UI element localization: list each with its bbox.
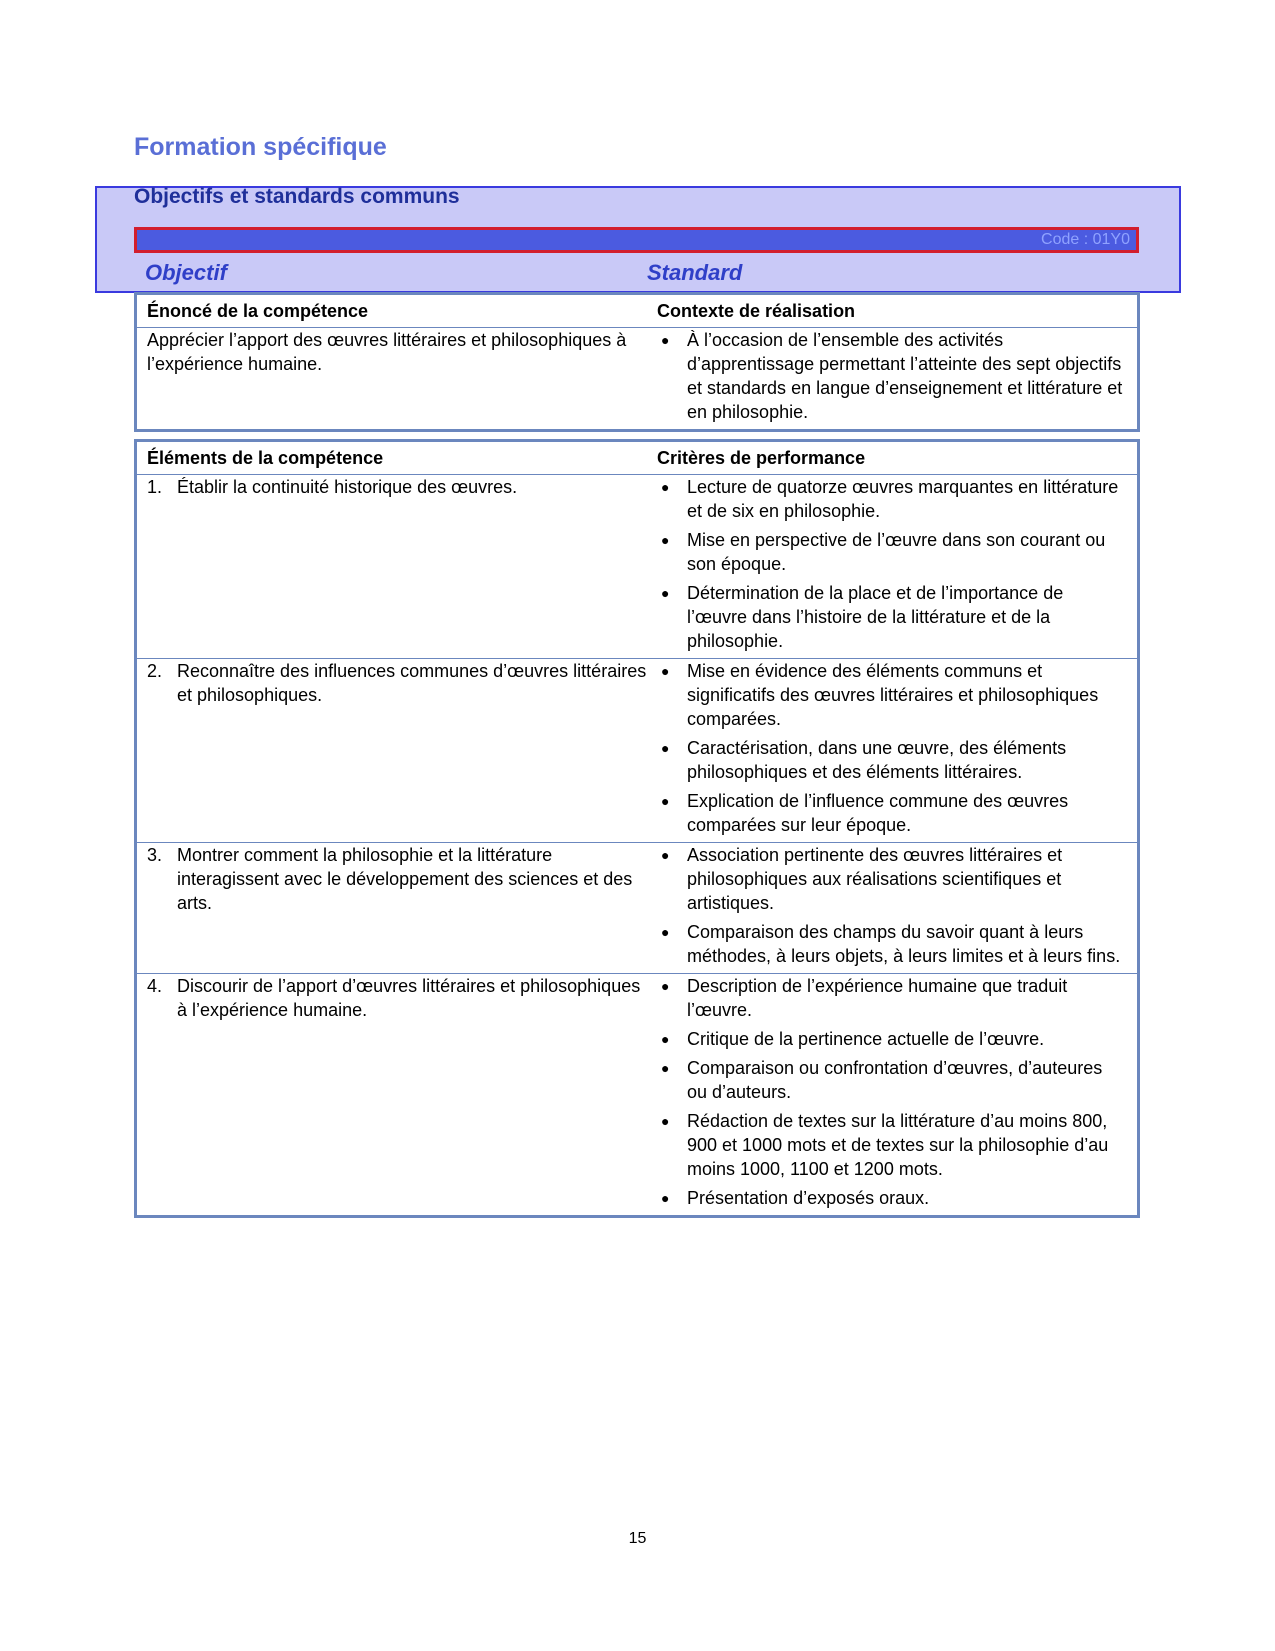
bullet-icon: ● (661, 1060, 670, 1076)
element-number: 3. (147, 845, 163, 865)
criterion-item: ● Lecture de quatorze œuvres marquantes en littérature et de six en philosophie. (661, 477, 1119, 521)
standard-column-header: Standard (647, 260, 743, 285)
criterion-item: ● Mise en évidence des éléments communs et significatifs des œuvres littéraires et philosophiques comparées. (661, 661, 1099, 729)
criterion-item: ● Caractérisation, dans une œuvre, des éléments philosophiques et des éléments littéraires. (661, 738, 1067, 782)
bullet-icon: ● (661, 847, 670, 863)
criterion-item: ● Comparaison ou confrontation d’œuvres, d’auteures ou d’auteurs. (661, 1058, 1103, 1102)
bullet-icon: ● (661, 1031, 670, 1047)
section-title: Formation spécifique (134, 133, 387, 161)
statement-header: Énoncé de la compétence (136, 294, 658, 328)
element-item: 4. Discourir de l’apport d’œuvres littéraires et philosophiques à l’expérience humaine. (147, 976, 641, 1020)
bullet-icon: ● (661, 479, 670, 495)
criterion-item: ● Présentation d’exposés oraux. (661, 1188, 930, 1208)
context-list (657, 328, 1125, 424)
elements-header: Éléments de la compétence (136, 441, 658, 475)
element-item: 1. Établir la continuité historique des œuvres. (147, 477, 518, 497)
criteria-header: Critères de performance (657, 441, 1139, 475)
table-row (136, 843, 1139, 974)
bullet-icon: ● (661, 332, 670, 348)
bullet-icon: ● (661, 585, 670, 601)
criteria-list (657, 843, 1125, 968)
criterion-item: ● Explication de l’influence commune des œuvres comparées sur leur époque. (661, 791, 1069, 835)
criterion-item: ● Association pertinente des œuvres littéraires et philosophiques aux réalisations scientifiques et artistiques. (661, 845, 1063, 913)
element-item: 2. Reconnaître des influences communes d’œuvres littéraires et philosophiques. (147, 661, 647, 705)
competence-statement: Apprécier l’apport des œuvres littéraires et philosophiques à l’expérience humaine. (147, 330, 627, 374)
table-row (136, 659, 1139, 843)
context-item: ● À l’occasion de l’ensemble des activités d’apprentissage permettant l’atteinte des sept objectifs et standards en langue d’enseignement et littérature et en philosophie. (661, 330, 1123, 422)
criteria-list (657, 974, 1125, 1210)
objective-column-header: Objectif (145, 260, 227, 285)
criterion-item: ● Mise en perspective de l’œuvre dans son courant ou son époque. (661, 530, 1106, 574)
bullet-icon: ● (661, 793, 670, 809)
subsection-title: Objectifs et standards communs (134, 185, 460, 208)
criteria-list (657, 475, 1125, 653)
element-number: 4. (147, 976, 163, 996)
bullet-icon: ● (661, 978, 670, 994)
elements-table (134, 439, 1140, 1218)
element-number: 2. (147, 661, 163, 681)
element-item: 3. Montrer comment la philosophie et la littérature interagissent avec le développement des sciences et des arts. (147, 845, 633, 913)
context-header: Contexte de réalisation (657, 294, 1139, 328)
criterion-item: ● Rédaction de textes sur la littérature d’au moins 800, 900 et 1000 mots et de textes sur la philosophie d’au moins 1000, 1100 et 1200 mots. (661, 1111, 1109, 1179)
criteria-list (657, 659, 1125, 837)
code-label: Code : 01Y0 (1041, 231, 1130, 248)
bullet-icon: ● (661, 924, 670, 940)
element-number: 1. (147, 477, 163, 497)
bullet-icon: ● (661, 740, 670, 756)
bullet-icon: ● (661, 532, 670, 548)
competence-statement-table (134, 292, 1140, 432)
code-bar (134, 227, 1139, 253)
bullet-icon: ● (661, 1113, 670, 1129)
page-number: 15 (628, 1530, 647, 1547)
table-row (136, 475, 1139, 659)
table-row (136, 974, 1139, 1217)
criterion-item: ● Critique de la pertinence actuelle de l’œuvre. (661, 1029, 1045, 1049)
bullet-icon: ● (661, 663, 670, 679)
criterion-item: ● Description de l’expérience humaine que traduit l’œuvre. (661, 976, 1068, 1020)
bullet-icon: ● (661, 1190, 670, 1206)
criterion-item: ● Détermination de la place et de l’importance de l’œuvre dans l’histoire de la littérature et de la philosophie. (661, 583, 1064, 651)
criterion-item: ● Comparaison des champs du savoir quant à leurs méthodes, à leurs objets, à leurs limites et à leurs fins. (661, 922, 1121, 966)
